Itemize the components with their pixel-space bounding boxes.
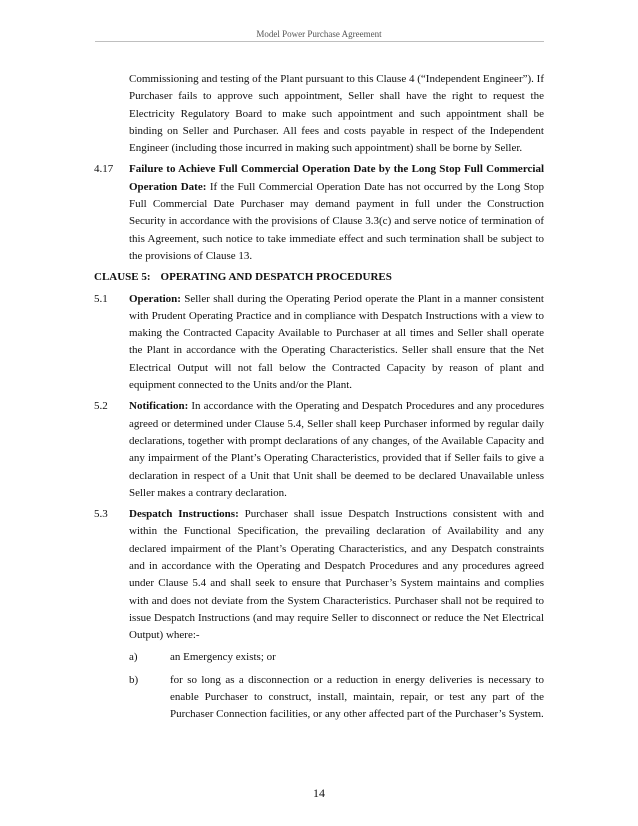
list-item-text: for so long as a disconnection or a reduction in energy deliveries is necessary to enable Purchaser to construct, install, maintain, repair, or test any part of the Purchaser Connection facilities, or any other affected part of the Purchaser’s System.	[170, 673, 544, 721]
section-number: 5.3	[94, 508, 108, 521]
section-heading: Despatch Instructions:	[129, 508, 239, 521]
section-text	[129, 506, 544, 644]
clause-title: OPERATING AND DESPATCH PROCEDURES	[160, 271, 392, 284]
clause-5-heading	[94, 269, 544, 286]
section-number: 4.17	[94, 163, 114, 176]
section-5-1	[94, 291, 544, 395]
section-heading: Notification:	[129, 400, 189, 413]
section-heading: Operation:	[129, 292, 181, 305]
section-4-17	[94, 161, 544, 265]
section-body: Seller shall during the Operating Period operate the Plant in a manner consistent with Prudent Operating Practice and in compliance with Despatch Instructions with a view to making the Contracted Capacity Available to Purchaser at all times and Seller shall operate the Plant in accordance with the Operating Characteristics. Seller shall ensure that the Net Electrical Output will not fall below the Contracted Capacity by reason of plant and equipment connected to the Units and/or the Plant.	[129, 292, 544, 392]
page-number: 14	[313, 786, 325, 800]
section-number: 5.2	[94, 400, 108, 413]
header-rule	[95, 41, 544, 42]
list-item-b	[129, 672, 544, 724]
list-item-a	[129, 649, 544, 666]
list-item-number: b)	[129, 673, 139, 686]
list-item-text: an Emergency exists; or	[170, 650, 276, 663]
running-header: Model Power Purchase Agreement	[256, 29, 382, 39]
section-heading: Failure to Achieve Full Commercial Operation Date by the Long Stop Full Commercial Operation Date:	[129, 163, 544, 193]
document-body	[94, 71, 544, 730]
section-number: 5.1	[94, 292, 108, 305]
section-body: If the Full Commercial Operation Date has not occurred by the Long Stop Full Commercial Date Purchaser may demand payment in full under the Construction Security in accordance with the provisions of Clause 3.3(c) and serve notice of termination of this Agreement, such notice to take immediate effect and such termination shall be subject to the provisions of Clause 13.	[129, 180, 544, 262]
section-text	[129, 398, 544, 502]
section-body: In accordance with the Operating and Despatch Procedures and any procedures agreed or determined under Clause 5.4, Seller shall keep Purchaser informed by regular daily declarations, together with prompt declarations of any changes, of the Available Capacity and any impairment of the Plant’s Operating Characteristics, provided that if Seller fails to give a declaration in respect of a Unit that Unit shall be deemed to be declared Unavailable unless Seller makes a contrary declaration.	[129, 400, 544, 499]
section-body: Purchaser shall issue Despatch Instructions consistent with and within the Functional Specification, the prevailing declaration of Availability and any declared impairment of the Plant’s Operating Characteristics, and any Despatch constraints and in accordance with the Operating and Despatch Procedures and any procedures agreed under Clause 5.4 and shall seek to ensure that Purchaser’s System maintains and complies with and does not deviate from the System Characteristics. Purchaser shall not be required to issue Despatch Instructions (and may require Seller to disconnect or reduce the Net Electrical Output) where:-	[129, 508, 544, 642]
section-text	[129, 291, 544, 395]
section-text	[129, 161, 544, 265]
section-5-2	[94, 398, 544, 502]
clause-label: CLAUSE 5:	[94, 271, 151, 284]
section-5-3	[94, 506, 544, 644]
intro-paragraph: Commissioning and testing of the Plant pursuant to this Clause 4 (“Independent Engineer”). If Purchaser fails to approve such appointment, Seller shall have the right to request the Electricity Regulatory Board to make such appointment and such appointment shall be binding on Seller and Purchaser. All fees and costs payable in respect of the Independent Engineer (including those incurred in making such appointment) shall be borne by Seller.	[129, 73, 544, 155]
list-item-number: a)	[129, 650, 138, 663]
